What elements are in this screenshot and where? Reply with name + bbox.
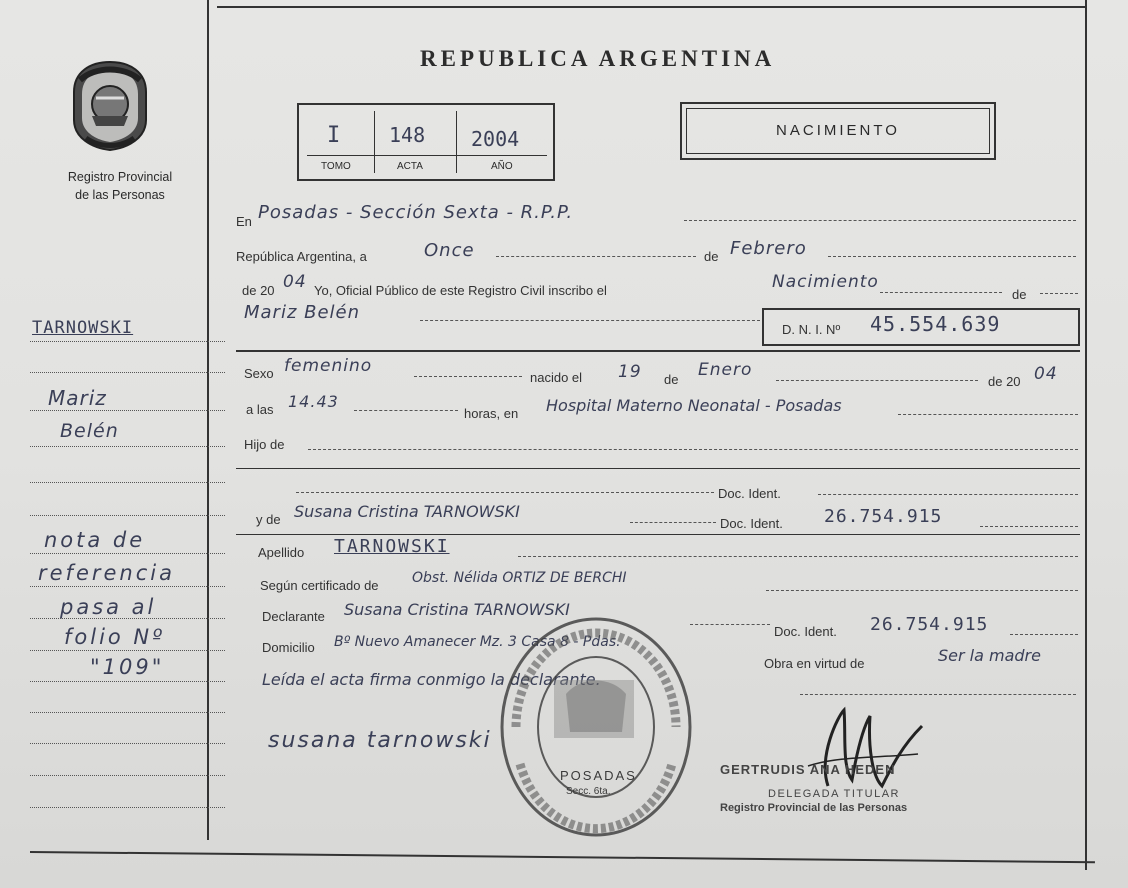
birth-year-suffix: 04	[1034, 364, 1058, 384]
de-label: de	[704, 249, 719, 264]
sidebar-rule	[30, 650, 225, 651]
official-title: DELEGADA TITULAR	[768, 788, 900, 800]
left-margin-line	[207, 0, 209, 840]
domicilio-value: Bº Nuevo Amanecer Mz. 3 Casa 8 - Pdas.	[334, 634, 621, 650]
domicilio-label: Domicilio	[262, 640, 315, 655]
sidebar-rule	[30, 681, 225, 682]
ano-value: 2004	[471, 127, 520, 151]
acta-value: 148	[389, 123, 426, 147]
mother-name: Susana Cristina TARNOWSKI	[294, 502, 520, 521]
dni-label: D. N. I. Nº	[782, 322, 841, 337]
doc-ident-label-2: Doc. Ident.	[720, 516, 783, 531]
yo-label: Yo, Oficial Público de este Registro Civil inscribo el	[314, 283, 607, 298]
sidebar-rule	[30, 482, 225, 483]
birth-month: Enero	[698, 360, 753, 380]
sidebar-rule	[30, 618, 225, 619]
official-org: Registro Provincial de las Personas	[720, 802, 908, 814]
acta-label: ACTA	[397, 161, 423, 172]
sidebar-rule	[30, 446, 225, 447]
sidebar-rule	[30, 807, 225, 808]
mother-dni: 26.754.915	[824, 506, 943, 527]
section-divider	[236, 350, 1080, 352]
act-type: Nacimiento	[772, 272, 879, 292]
nacido-label: nacido el	[530, 370, 583, 385]
register-box	[297, 103, 555, 181]
en-label: En	[236, 214, 252, 229]
declarante-dni: 26.754.915	[870, 614, 989, 635]
year-suffix: 04	[283, 272, 307, 292]
day-written: Once	[424, 240, 475, 261]
country-title: REPUBLICA ARGENTINA	[420, 46, 776, 71]
stamp-city: POSADAS	[560, 768, 637, 783]
horas-label: horas, en	[464, 406, 519, 421]
sidebar-given-2: Belén	[60, 420, 119, 442]
alas-label: a las	[246, 402, 274, 417]
registry-name-line1: Registro Provincial	[67, 170, 173, 184]
official-signature-mark	[798, 696, 928, 796]
sidebar-rule	[30, 712, 225, 713]
sidebar-rule	[30, 372, 225, 373]
declarante-value: Susana Cristina TARNOWSKI	[344, 600, 570, 619]
closing-text: Leída el acta firma conmigo la declarante.	[262, 670, 601, 689]
stamp-sub: Secc. 6ta.	[566, 786, 611, 797]
declarant-signature: susana tarnowski	[268, 728, 492, 753]
cert-value: Obst. Nélida ORTIZ DE BERCHI	[412, 570, 627, 586]
birth-day: 19	[618, 362, 642, 382]
birth-time: 14.43	[288, 392, 339, 411]
sidebar-rule	[30, 410, 225, 411]
tomo-value: I	[327, 123, 343, 148]
official-name: GERTRUDIS ANA HEDEN	[720, 762, 896, 777]
apellido-value: TARNOWSKI	[334, 536, 450, 557]
hijo-label: Hijo de	[244, 437, 285, 452]
sidebar-surname: TARNOWSKI	[32, 318, 134, 338]
birth-place: Hospital Materno Neonatal - Posadas	[546, 396, 842, 415]
obra-value: Ser la madre	[938, 646, 1041, 665]
tomo-label: TOMO	[321, 161, 351, 172]
doc-ident-label-3: Doc. Ident.	[774, 624, 837, 639]
sexo-value: femenino	[284, 356, 373, 376]
sidebar-rule	[30, 341, 225, 342]
registry-seal-stamp	[496, 614, 696, 840]
doc-type-box	[680, 102, 996, 160]
registry-name-line2: de las Personas	[75, 188, 165, 202]
sidebar-note-5: "109"	[90, 655, 165, 679]
sidebar-rule	[30, 515, 225, 516]
doc-type-label: NACIMIENTO	[776, 122, 900, 139]
sidebar-rule	[30, 586, 225, 587]
child-name: Mariz Belén	[244, 302, 361, 323]
bottom-border-line	[30, 851, 1095, 863]
ano-label: AÑO	[491, 161, 513, 172]
obra-label: Obra en virtud de	[764, 656, 865, 671]
de-label-3: de	[664, 372, 679, 387]
month-written: Febrero	[730, 238, 807, 259]
apellido-label: Apellido	[258, 545, 305, 560]
right-margin-line	[1085, 0, 1087, 870]
year-prefix: de 20	[242, 283, 275, 298]
sidebar-rule	[30, 743, 225, 744]
de-label-2: de	[1012, 287, 1027, 302]
sexo-label: Sexo	[244, 366, 274, 381]
sidebar-rule	[30, 775, 225, 776]
sidebar-given-1: Mariz	[48, 386, 107, 410]
place-value: Posadas - Sección Sexta - R.P.P.	[258, 202, 574, 223]
declarante-label: Declarante	[262, 609, 325, 624]
dni-value: 45.554.639	[870, 312, 1001, 336]
yde-label: y de	[256, 512, 281, 527]
dni-box	[762, 308, 1080, 346]
top-border-line	[217, 6, 1085, 8]
birth-year-prefix: de 20	[988, 374, 1021, 389]
sidebar-note-1: nota de	[44, 528, 146, 552]
doc-ident-label-1: Doc. Ident.	[718, 486, 781, 501]
sidebar-note-2: referencia	[38, 561, 175, 585]
sidebar-note-3: pasa al	[60, 595, 157, 619]
sidebar-note-4: folio Nº	[64, 625, 166, 649]
provincial-emblem-icon	[66, 58, 154, 154]
sidebar-rule	[30, 553, 225, 554]
republica-label: República Argentina, a	[236, 249, 367, 264]
segun-label: Según certificado de	[260, 578, 379, 593]
